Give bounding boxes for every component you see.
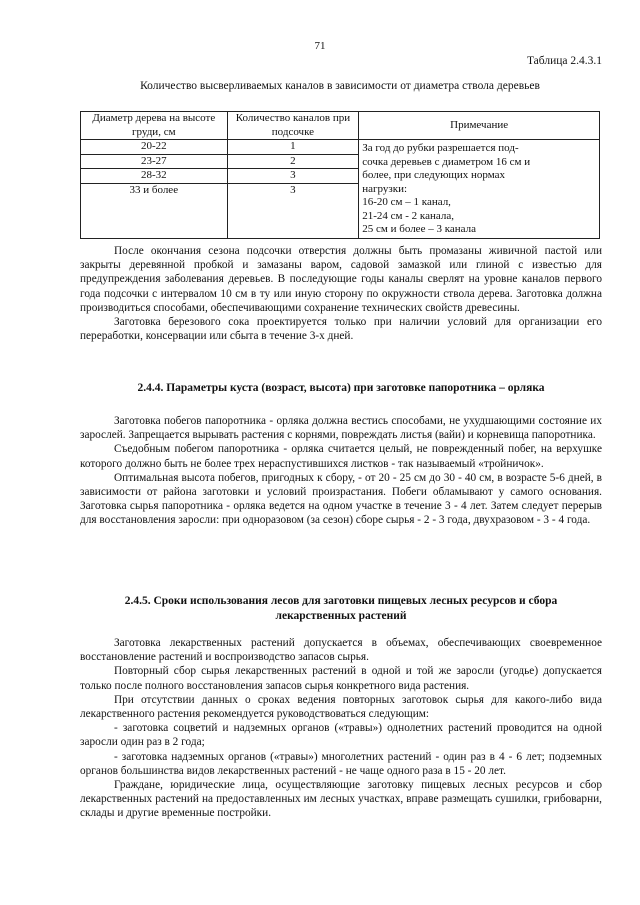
cell-channels: 3 xyxy=(227,169,359,184)
paragraph: - заготовка соцветий и надземных органов («травы») однолетних растений проводится на одной заросли один раз в 2 года; xyxy=(80,722,602,749)
header-diameter: Диаметр дерева на высоте груди, см xyxy=(81,112,228,140)
note-line: более, при следующих нормах xyxy=(362,169,506,181)
channels-table xyxy=(80,111,600,239)
paragraph: Граждане, юридические лица, осуществляющие заготовку пищевых лесных ресурсов и сбор лекарственных растений на предоставленных им лесных участках, вправе размещать сушилки, грибоварни, склады и другие временные постройки. xyxy=(80,779,602,820)
table-row xyxy=(81,140,600,155)
cell-diameter: 20-22 xyxy=(81,140,228,155)
paragraph: Заготовка лекарственных растений допускается в объемах, обеспечивающих своевременное восстановление растений и воспроизводство запасов сырья. xyxy=(80,637,602,664)
paragraph: Заготовка березового сока проектируется только при наличии условий для организации его переработки, консервации или сбыта в течение 3-х дней. xyxy=(80,316,602,343)
paragraph: Заготовка побегов папоротника - орляка должна вестись способами, не ухудшающими состояние их зарослей. Запрещается вырывать растения с корнями, повреждать листья (вайи) и корневища папоротника. xyxy=(80,415,602,442)
table-label: Таблица 2.4.3.1 xyxy=(526,55,602,67)
paragraph: При отсутствии данных о сроках ведения повторных заготовок сырья для какого-либо вида лекарственного растения рекомендуется руководствоваться следующим: xyxy=(80,693,602,721)
paragraph: - заготовка надземных органов («травы») многолетних растений - один раз в 4 - 6 лет; подземных органов большинства видов лекарственных растений - не чаще одного раза в 15 - 20 лет. xyxy=(80,750,602,777)
table-header-row xyxy=(81,112,600,140)
section-243-text xyxy=(80,244,602,343)
note-line: сочка деревьев с диаметром 16 см и xyxy=(362,155,531,168)
section-244-text xyxy=(80,414,602,528)
cell-diameter: 28-32 xyxy=(81,169,228,184)
table-title: Количество высверливаемых каналов в зависимости от диаметра ствола деревьев xyxy=(140,80,540,92)
paragraph: Повторный сбор сырья лекарственных растений в одной и той же заросли (угодье) допускается только после полного восстановления запасов сырья конкретного вида растения. xyxy=(80,665,602,692)
header-channels: Количество каналов при подсочке xyxy=(227,112,359,140)
paragraph: После окончания сезона подсочки отверстия должны быть промазаны живичной пастой или закрыты деревянной пробкой и замазаны варом, садовой замазкой или глиной с известью для предупреждения заболевания деревьев. В последующие годы каналы сверлят на уровне каналов первого года подсочки с интервалом 10 см в ту или иную сторону по окружности ствола дерева. Заготовка должна производиться способами, обеспечивающими сохранение технических свойств древесины. xyxy=(80,245,602,314)
note-line: 21-24 см - 2 канала, xyxy=(362,209,454,222)
cell-channels: 1 xyxy=(227,140,359,155)
cell-diameter: 33 и более xyxy=(81,183,228,238)
page-number: 71 xyxy=(314,40,326,52)
cell-note xyxy=(359,140,600,239)
heading-2-4-5: 2.4.5. Сроки использования лесов для заготовки пищевых лесных ресурсов и сбора лекарственных растений xyxy=(124,595,558,622)
note-line: нагрузки: xyxy=(362,182,408,195)
header-note: Примечание xyxy=(359,112,600,140)
paragraph: Оптимальная высота побегов, пригодных к сбору, - от 20 - 25 см до 30 - 40 см, в возрасте 5-6 дней, в зависимости от района заготовки и условий произрастания. Побеги обламывают у самого основания. Заготовка сырья папоротника - орляка ведется на одном участке в течение 3 - 4 лет. Затем следует перерыв для восстановления заросли: при одноразовом (за сезон) сборе сырья - 2 - 3 года, двухразовом - 3 - 4 года. xyxy=(80,471,602,527)
note-line: За год до рубки разрешается под- xyxy=(362,142,519,154)
note-line: 16-20 см – 1 канал, xyxy=(362,196,451,208)
note-line: 25 см и более – 3 канала xyxy=(362,223,476,235)
heading-2-4-4: 2.4.4. Параметры куста (возраст, высота) при заготовке папоротника – орляка xyxy=(137,382,545,394)
cell-channels: 2 xyxy=(227,154,359,169)
section-245-text xyxy=(80,636,602,821)
paragraph: Съедобным побегом папоротника - орляка считается целый, не поврежденный побег, на верхушке которого должно быть не более трех нераспустившихся листков - так называемый «тройничок». xyxy=(80,443,602,470)
cell-diameter: 23-27 xyxy=(81,154,228,169)
cell-channels: 3 xyxy=(227,183,359,238)
